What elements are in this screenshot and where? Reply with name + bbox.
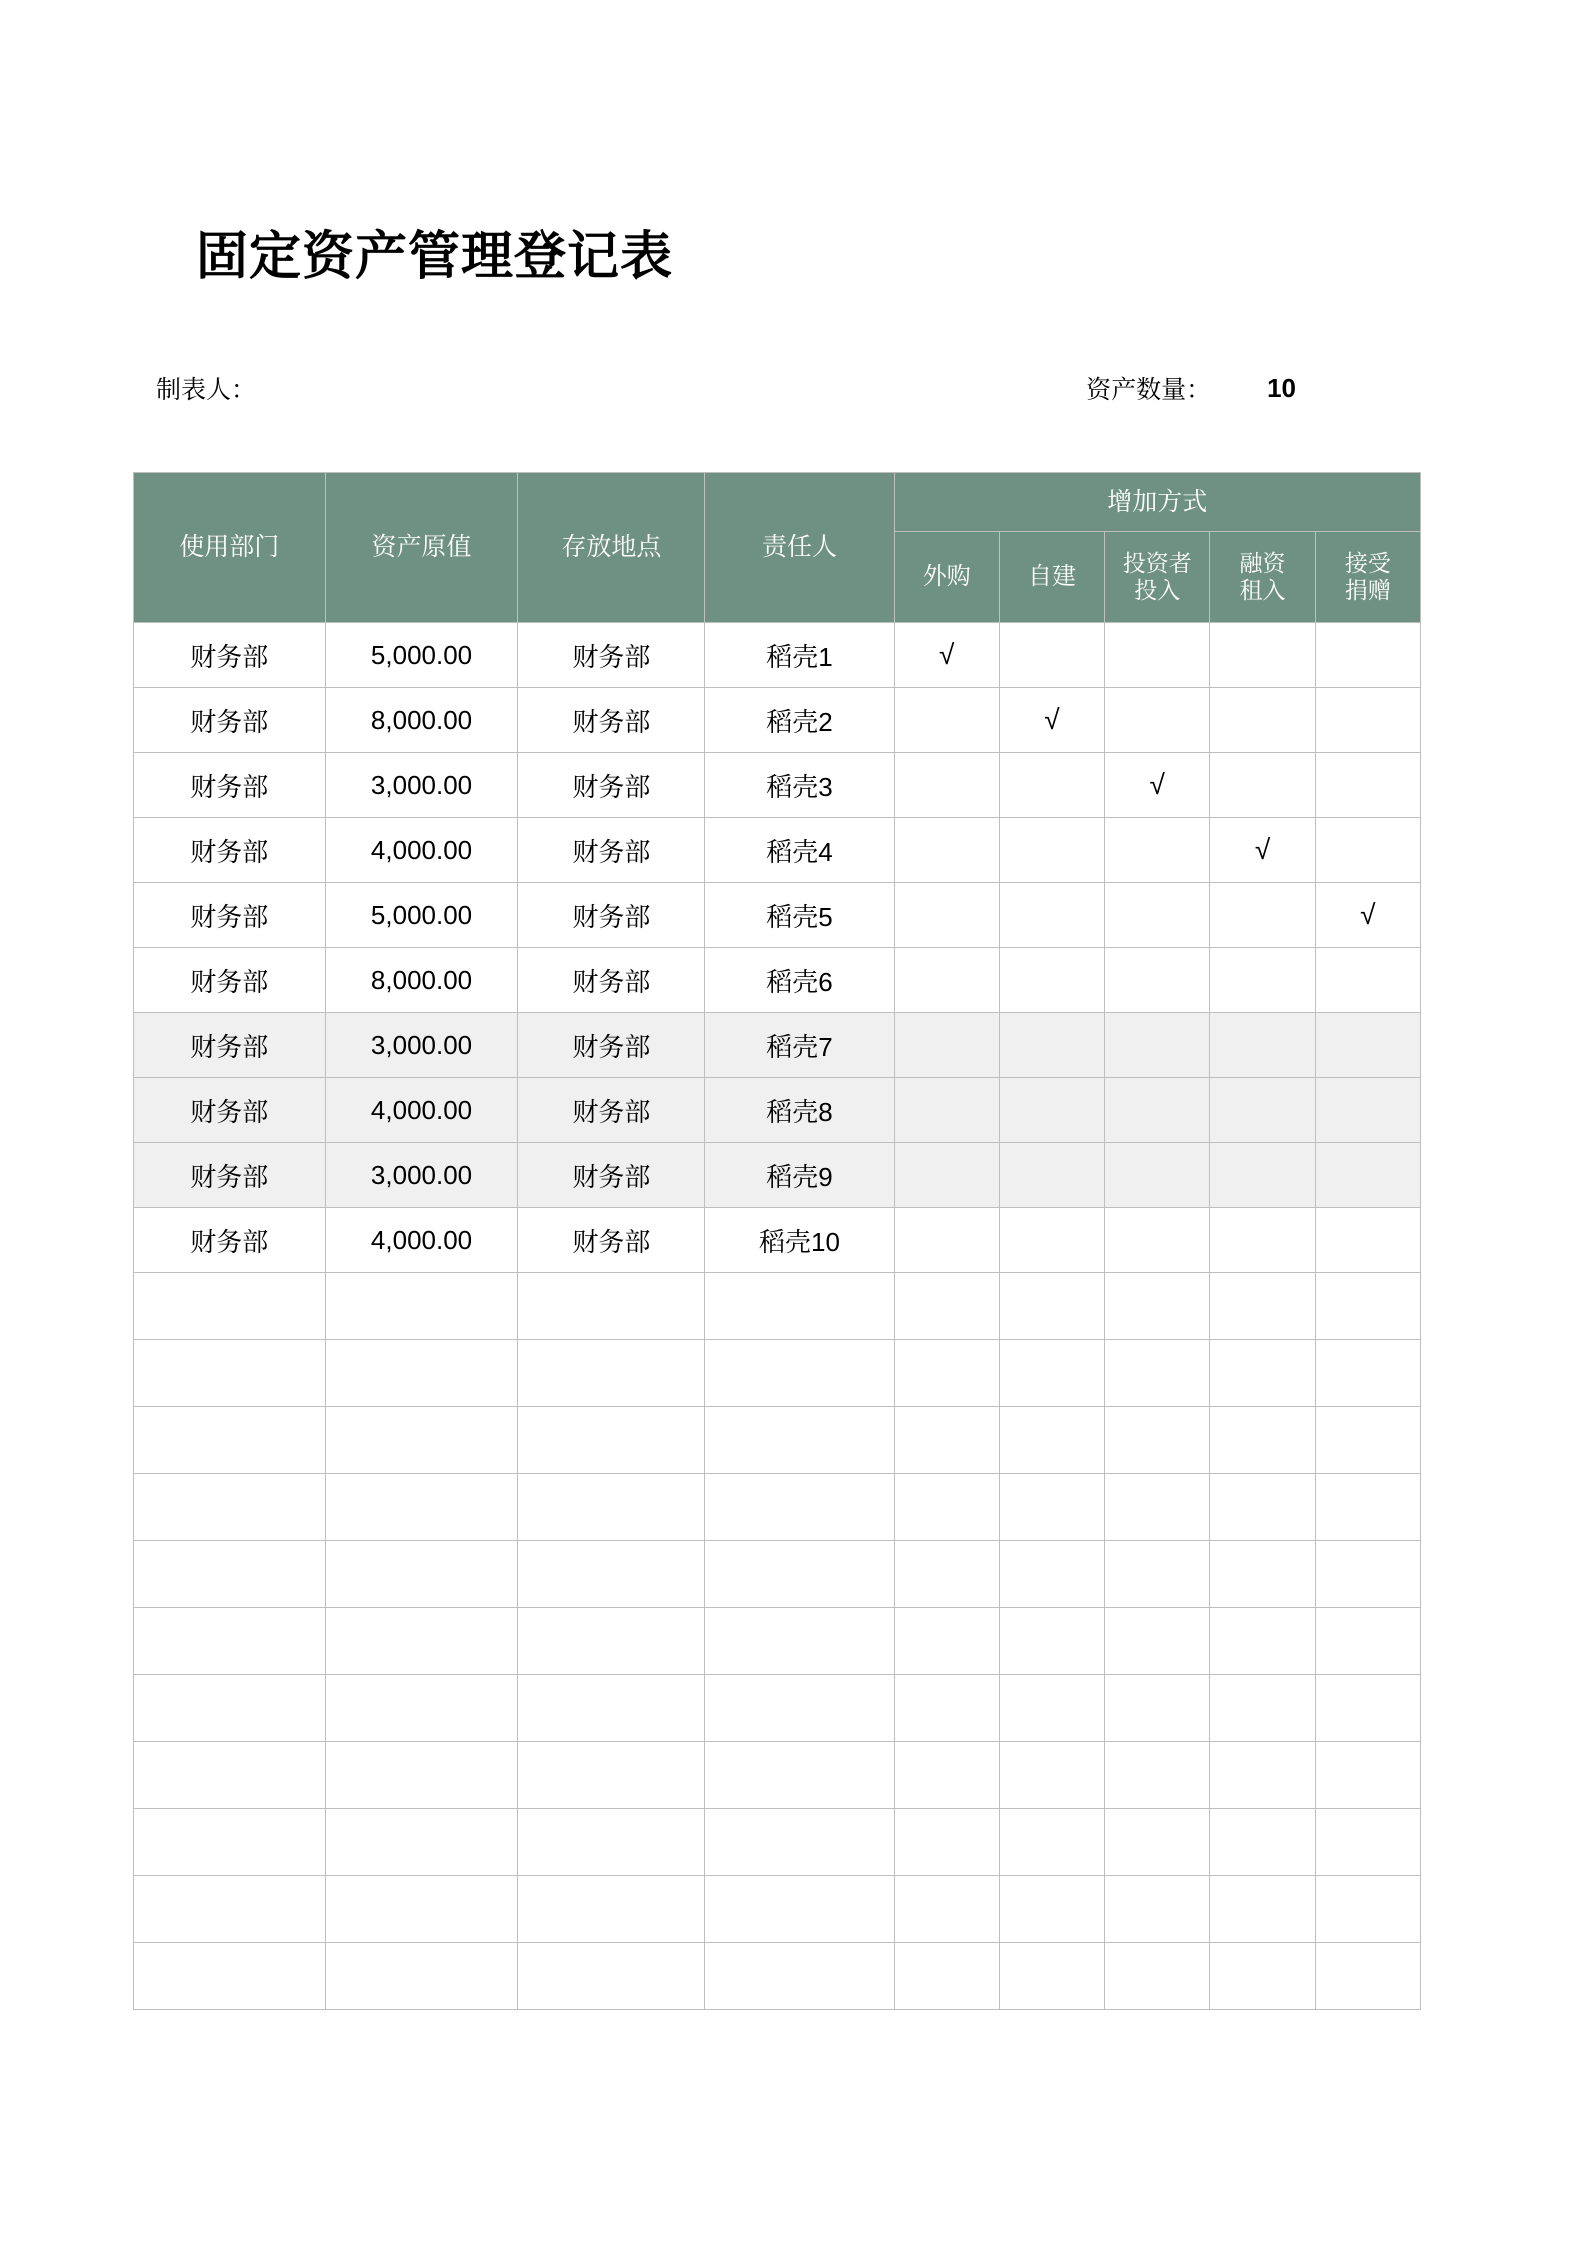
- cell-dept[interactable]: 财务部: [134, 818, 326, 883]
- asset-count-label: 资产数量：: [1086, 376, 1212, 404]
- cell-empty[interactable]: [1315, 1943, 1420, 2010]
- cell-empty[interactable]: [134, 1742, 326, 1809]
- column-header-donation[interactable]: [1315, 532, 1420, 623]
- cell-empty[interactable]: [1210, 1742, 1315, 1809]
- table-row: [134, 818, 1421, 883]
- cell-value[interactable]: 4,000.00: [325, 1208, 518, 1273]
- cell-empty[interactable]: [894, 1541, 999, 1608]
- cell-dept[interactable]: 财务部: [134, 753, 326, 818]
- cell-empty[interactable]: [1210, 1608, 1315, 1675]
- header-row-group: [134, 473, 1421, 532]
- cell-empty[interactable]: [1315, 1742, 1420, 1809]
- cell-mark-investor[interactable]: [1105, 1143, 1210, 1208]
- cell-empty[interactable]: [134, 1809, 326, 1876]
- cell-empty[interactable]: [1315, 1809, 1420, 1876]
- table-body: [134, 623, 1421, 2010]
- cell-empty[interactable]: [705, 1742, 894, 1809]
- cell-empty[interactable]: [1210, 1474, 1315, 1541]
- cell-empty[interactable]: [999, 1407, 1104, 1474]
- cell-person[interactable]: 稻壳6: [705, 948, 894, 1013]
- cell-empty[interactable]: [518, 1541, 705, 1608]
- column-header-donation-line1: 接受: [1344, 550, 1391, 577]
- cell-person[interactable]: 稻壳5: [705, 883, 894, 948]
- cell-mark-purchase[interactable]: [894, 1208, 999, 1273]
- cell-empty[interactable]: [1315, 1541, 1420, 1608]
- cell-empty[interactable]: [1105, 1809, 1210, 1876]
- cell-mark-purchase[interactable]: [894, 883, 999, 948]
- cell-loc[interactable]: 财务部: [518, 1143, 705, 1208]
- cell-mark-selfbuild[interactable]: [999, 1078, 1104, 1143]
- cell-loc[interactable]: 财务部: [518, 818, 705, 883]
- cell-dept[interactable]: 财务部: [134, 1143, 326, 1208]
- cell-empty[interactable]: [1105, 1742, 1210, 1809]
- table-row-empty: [134, 1541, 1421, 1608]
- cell-empty[interactable]: [325, 1407, 518, 1474]
- cell-mark-lease[interactable]: √: [1210, 818, 1315, 883]
- cell-empty[interactable]: [1210, 1876, 1315, 1943]
- column-header-donation-line2: 捐赠: [1344, 577, 1391, 603]
- cell-person[interactable]: 稻壳1: [705, 623, 894, 688]
- table-row: [134, 1013, 1421, 1078]
- cell-value[interactable]: 5,000.00: [325, 883, 518, 948]
- cell-mark-selfbuild[interactable]: [999, 1143, 1104, 1208]
- column-header-value[interactable]: 资产原值: [325, 473, 518, 623]
- asset-register-table-wrap: [133, 472, 1421, 2010]
- cell-loc[interactable]: 财务部: [518, 1013, 705, 1078]
- cell-mark-purchase[interactable]: √: [894, 623, 999, 688]
- cell-person[interactable]: 稻壳3: [705, 753, 894, 818]
- cell-empty[interactable]: [999, 1876, 1104, 1943]
- cell-empty[interactable]: [1210, 1943, 1315, 2010]
- cell-empty[interactable]: [1105, 1340, 1210, 1407]
- cell-empty[interactable]: [325, 1742, 518, 1809]
- cell-mark-investor[interactable]: [1105, 1078, 1210, 1143]
- cell-mark-investor[interactable]: [1105, 1208, 1210, 1273]
- cell-empty[interactable]: [325, 1541, 518, 1608]
- cell-mark-donation[interactable]: [1315, 818, 1420, 883]
- cell-empty[interactable]: [134, 1876, 326, 1943]
- cell-mark-investor[interactable]: [1105, 688, 1210, 753]
- cell-empty[interactable]: [134, 1474, 326, 1541]
- cell-mark-lease[interactable]: [1210, 1208, 1315, 1273]
- cell-mark-selfbuild[interactable]: [999, 1208, 1104, 1273]
- cell-mark-selfbuild[interactable]: [999, 818, 1104, 883]
- table-row-empty: [134, 1407, 1421, 1474]
- table-row-empty: [134, 1809, 1421, 1876]
- cell-mark-lease[interactable]: [1210, 883, 1315, 948]
- cell-mark-donation[interactable]: [1315, 753, 1420, 818]
- cell-empty[interactable]: [894, 1407, 999, 1474]
- asset-register-table: [133, 472, 1421, 2010]
- cell-empty[interactable]: [705, 1407, 894, 1474]
- cell-empty[interactable]: [1105, 1608, 1210, 1675]
- cell-mark-lease[interactable]: [1210, 948, 1315, 1013]
- cell-empty[interactable]: [1105, 1541, 1210, 1608]
- cell-mark-lease[interactable]: [1210, 1013, 1315, 1078]
- cell-value[interactable]: 5,000.00: [325, 623, 518, 688]
- cell-mark-purchase[interactable]: [894, 1013, 999, 1078]
- cell-dept[interactable]: 财务部: [134, 948, 326, 1013]
- table-row-empty: [134, 1340, 1421, 1407]
- cell-empty[interactable]: [325, 1675, 518, 1742]
- cell-empty[interactable]: [1315, 1407, 1420, 1474]
- cell-empty[interactable]: [705, 1876, 894, 1943]
- cell-mark-lease[interactable]: [1210, 1143, 1315, 1208]
- cell-person[interactable]: 稻壳4: [705, 818, 894, 883]
- cell-mark-purchase[interactable]: [894, 948, 999, 1013]
- asset-count-value: 10: [1267, 372, 1296, 403]
- cell-value[interactable]: 3,000.00: [325, 753, 518, 818]
- cell-empty[interactable]: [1315, 1474, 1420, 1541]
- cell-loc[interactable]: 财务部: [518, 688, 705, 753]
- cell-empty[interactable]: [1315, 1675, 1420, 1742]
- cell-mark-purchase[interactable]: [894, 1143, 999, 1208]
- table-row-empty: [134, 1876, 1421, 1943]
- cell-empty[interactable]: [518, 1407, 705, 1474]
- cell-empty[interactable]: [518, 1608, 705, 1675]
- cell-value[interactable]: 4,000.00: [325, 1078, 518, 1143]
- cell-mark-investor[interactable]: [1105, 623, 1210, 688]
- cell-loc[interactable]: 财务部: [518, 753, 705, 818]
- column-header-dept[interactable]: 使用部门: [134, 473, 326, 623]
- cell-mark-purchase[interactable]: [894, 688, 999, 753]
- cell-empty[interactable]: [1105, 1474, 1210, 1541]
- cell-mark-purchase[interactable]: [894, 1078, 999, 1143]
- column-header-selfbuild-line1: 自建: [1027, 563, 1076, 591]
- cell-dept[interactable]: 财务部: [134, 1013, 326, 1078]
- cell-mark-selfbuild[interactable]: [999, 1013, 1104, 1078]
- preparer-label: 制表人：: [156, 376, 257, 404]
- cell-empty[interactable]: [999, 1943, 1104, 2010]
- cell-empty[interactable]: [518, 1876, 705, 1943]
- cell-mark-lease[interactable]: [1210, 688, 1315, 753]
- cell-empty[interactable]: [518, 1675, 705, 1742]
- cell-empty[interactable]: [518, 1474, 705, 1541]
- cell-value[interactable]: 3,000.00: [325, 1143, 518, 1208]
- cell-mark-donation[interactable]: √: [1315, 883, 1420, 948]
- cell-empty[interactable]: [325, 1273, 518, 1340]
- cell-empty[interactable]: [705, 1809, 894, 1876]
- cell-empty[interactable]: [134, 1541, 326, 1608]
- cell-empty[interactable]: [134, 1608, 326, 1675]
- cell-dept[interactable]: 财务部: [134, 883, 326, 948]
- cell-person[interactable]: 稻壳7: [705, 1013, 894, 1078]
- cell-loc[interactable]: 财务部: [518, 948, 705, 1013]
- table-row: [134, 1208, 1421, 1273]
- cell-mark-investor[interactable]: [1105, 818, 1210, 883]
- cell-value[interactable]: 8,000.00: [325, 688, 518, 753]
- cell-empty[interactable]: [325, 1943, 518, 2010]
- cell-empty[interactable]: [999, 1340, 1104, 1407]
- column-header-person[interactable]: 责任人: [705, 473, 894, 623]
- cell-empty[interactable]: [325, 1608, 518, 1675]
- cell-empty[interactable]: [705, 1943, 894, 2010]
- cell-empty[interactable]: [134, 1273, 326, 1340]
- table-row: [134, 883, 1421, 948]
- cell-mark-donation[interactable]: [1315, 948, 1420, 1013]
- column-header-lease[interactable]: [1210, 532, 1315, 623]
- table-row-empty: [134, 1608, 1421, 1675]
- cell-empty[interactable]: [134, 1943, 326, 2010]
- cell-mark-donation[interactable]: [1315, 623, 1420, 688]
- cell-mark-selfbuild[interactable]: [999, 948, 1104, 1013]
- cell-value[interactable]: 4,000.00: [325, 818, 518, 883]
- cell-empty[interactable]: [894, 1876, 999, 1943]
- cell-dept[interactable]: 财务部: [134, 1208, 326, 1273]
- cell-empty[interactable]: [894, 1809, 999, 1876]
- table-head: [134, 473, 1421, 623]
- cell-empty[interactable]: [518, 1273, 705, 1340]
- cell-empty[interactable]: [518, 1340, 705, 1407]
- cell-empty[interactable]: [999, 1742, 1104, 1809]
- cell-loc[interactable]: 财务部: [518, 1078, 705, 1143]
- cell-empty[interactable]: [999, 1675, 1104, 1742]
- cell-empty[interactable]: [134, 1675, 326, 1742]
- cell-empty[interactable]: [325, 1340, 518, 1407]
- cell-empty[interactable]: [705, 1675, 894, 1742]
- cell-empty[interactable]: [518, 1809, 705, 1876]
- cell-empty[interactable]: [1210, 1675, 1315, 1742]
- cell-empty[interactable]: [999, 1541, 1104, 1608]
- cell-empty[interactable]: [1315, 1340, 1420, 1407]
- cell-empty[interactable]: [134, 1407, 326, 1474]
- cell-empty[interactable]: [134, 1340, 326, 1407]
- asset-count-field: [1086, 370, 1296, 406]
- cell-mark-purchase[interactable]: [894, 753, 999, 818]
- cell-empty[interactable]: [705, 1474, 894, 1541]
- table-row: [134, 1143, 1421, 1208]
- cell-loc[interactable]: 财务部: [518, 623, 705, 688]
- table-row: [134, 948, 1421, 1013]
- cell-empty[interactable]: [894, 1608, 999, 1675]
- cell-mark-investor[interactable]: [1105, 1013, 1210, 1078]
- cell-empty[interactable]: [518, 1943, 705, 2010]
- column-header-purchase[interactable]: [894, 532, 999, 623]
- cell-person[interactable]: 稻壳2: [705, 688, 894, 753]
- cell-mark-selfbuild[interactable]: [999, 753, 1104, 818]
- cell-mark-selfbuild[interactable]: √: [999, 688, 1104, 753]
- cell-mark-donation[interactable]: [1315, 688, 1420, 753]
- table-row: [134, 688, 1421, 753]
- column-header-lease-line1: 融资: [1239, 550, 1286, 577]
- cell-empty[interactable]: [705, 1608, 894, 1675]
- cell-empty[interactable]: [1315, 1608, 1420, 1675]
- column-header-investor-line1: 投资者: [1122, 550, 1192, 577]
- table-row-empty: [134, 1675, 1421, 1742]
- cell-person[interactable]: 稻壳10: [705, 1208, 894, 1273]
- cell-dept[interactable]: 财务部: [134, 688, 326, 753]
- table-row-empty: [134, 1273, 1421, 1340]
- cell-person[interactable]: 稻壳8: [705, 1078, 894, 1143]
- column-group-header-increase-method[interactable]: 增加方式: [894, 473, 1420, 532]
- table-row-empty: [134, 1943, 1421, 2010]
- column-header-purchase-line1: 外购: [922, 563, 971, 591]
- cell-dept[interactable]: 财务部: [134, 623, 326, 688]
- cell-empty[interactable]: [705, 1340, 894, 1407]
- cell-mark-donation[interactable]: [1315, 1143, 1420, 1208]
- cell-empty[interactable]: [999, 1474, 1104, 1541]
- cell-empty[interactable]: [1105, 1407, 1210, 1474]
- cell-empty[interactable]: [325, 1474, 518, 1541]
- cell-mark-investor[interactable]: √: [1105, 753, 1210, 818]
- cell-mark-donation[interactable]: [1315, 1078, 1420, 1143]
- column-header-lease-line2: 租入: [1239, 577, 1286, 603]
- cell-empty[interactable]: [1105, 1876, 1210, 1943]
- cell-empty[interactable]: [705, 1273, 894, 1340]
- column-header-location[interactable]: 存放地点: [518, 473, 705, 623]
- cell-empty[interactable]: [894, 1474, 999, 1541]
- cell-mark-donation[interactable]: [1315, 1013, 1420, 1078]
- cell-empty[interactable]: [1105, 1943, 1210, 2010]
- cell-empty[interactable]: [1210, 1407, 1315, 1474]
- cell-empty[interactable]: [325, 1876, 518, 1943]
- cell-mark-selfbuild[interactable]: [999, 623, 1104, 688]
- cell-mark-investor[interactable]: [1105, 883, 1210, 948]
- cell-mark-lease[interactable]: [1210, 623, 1315, 688]
- column-header-investor[interactable]: [1105, 532, 1210, 623]
- table-row-empty: [134, 1742, 1421, 1809]
- cell-empty[interactable]: [1210, 1541, 1315, 1608]
- cell-empty[interactable]: [999, 1273, 1104, 1340]
- cell-dept[interactable]: 财务部: [134, 1078, 326, 1143]
- cell-empty[interactable]: [894, 1675, 999, 1742]
- cell-empty[interactable]: [1315, 1273, 1420, 1340]
- cell-empty[interactable]: [1210, 1273, 1315, 1340]
- cell-mark-donation[interactable]: [1315, 1208, 1420, 1273]
- cell-value[interactable]: 8,000.00: [325, 948, 518, 1013]
- cell-empty[interactable]: [999, 1608, 1104, 1675]
- cell-empty[interactable]: [1315, 1876, 1420, 1943]
- cell-mark-lease[interactable]: [1210, 1078, 1315, 1143]
- cell-empty[interactable]: [894, 1943, 999, 2010]
- cell-mark-lease[interactable]: [1210, 753, 1315, 818]
- cell-empty[interactable]: [894, 1742, 999, 1809]
- meta-row: [156, 372, 1296, 404]
- column-header-investor-line2: 投入: [1134, 577, 1181, 603]
- cell-empty[interactable]: [894, 1273, 999, 1340]
- cell-empty[interactable]: [894, 1340, 999, 1407]
- cell-empty[interactable]: [705, 1541, 894, 1608]
- table-row: [134, 753, 1421, 818]
- table-row-empty: [134, 1474, 1421, 1541]
- cell-person[interactable]: 稻壳9: [705, 1143, 894, 1208]
- cell-loc[interactable]: 财务部: [518, 1208, 705, 1273]
- preparer-field: [156, 370, 432, 406]
- cell-empty[interactable]: [1210, 1809, 1315, 1876]
- cell-empty[interactable]: [1210, 1340, 1315, 1407]
- cell-loc[interactable]: 财务部: [518, 883, 705, 948]
- page-title: 固定资产管理登记表: [196, 227, 674, 286]
- table-row: [134, 623, 1421, 688]
- cell-empty[interactable]: [325, 1809, 518, 1876]
- cell-empty[interactable]: [1105, 1273, 1210, 1340]
- column-header-selfbuild[interactable]: [999, 532, 1104, 623]
- table-row: [134, 1078, 1421, 1143]
- cell-empty[interactable]: [1105, 1675, 1210, 1742]
- cell-mark-purchase[interactable]: [894, 818, 999, 883]
- cell-mark-investor[interactable]: [1105, 948, 1210, 1013]
- cell-empty[interactable]: [999, 1809, 1104, 1876]
- cell-value[interactable]: 3,000.00: [325, 1013, 518, 1078]
- cell-empty[interactable]: [518, 1742, 705, 1809]
- cell-mark-selfbuild[interactable]: [999, 883, 1104, 948]
